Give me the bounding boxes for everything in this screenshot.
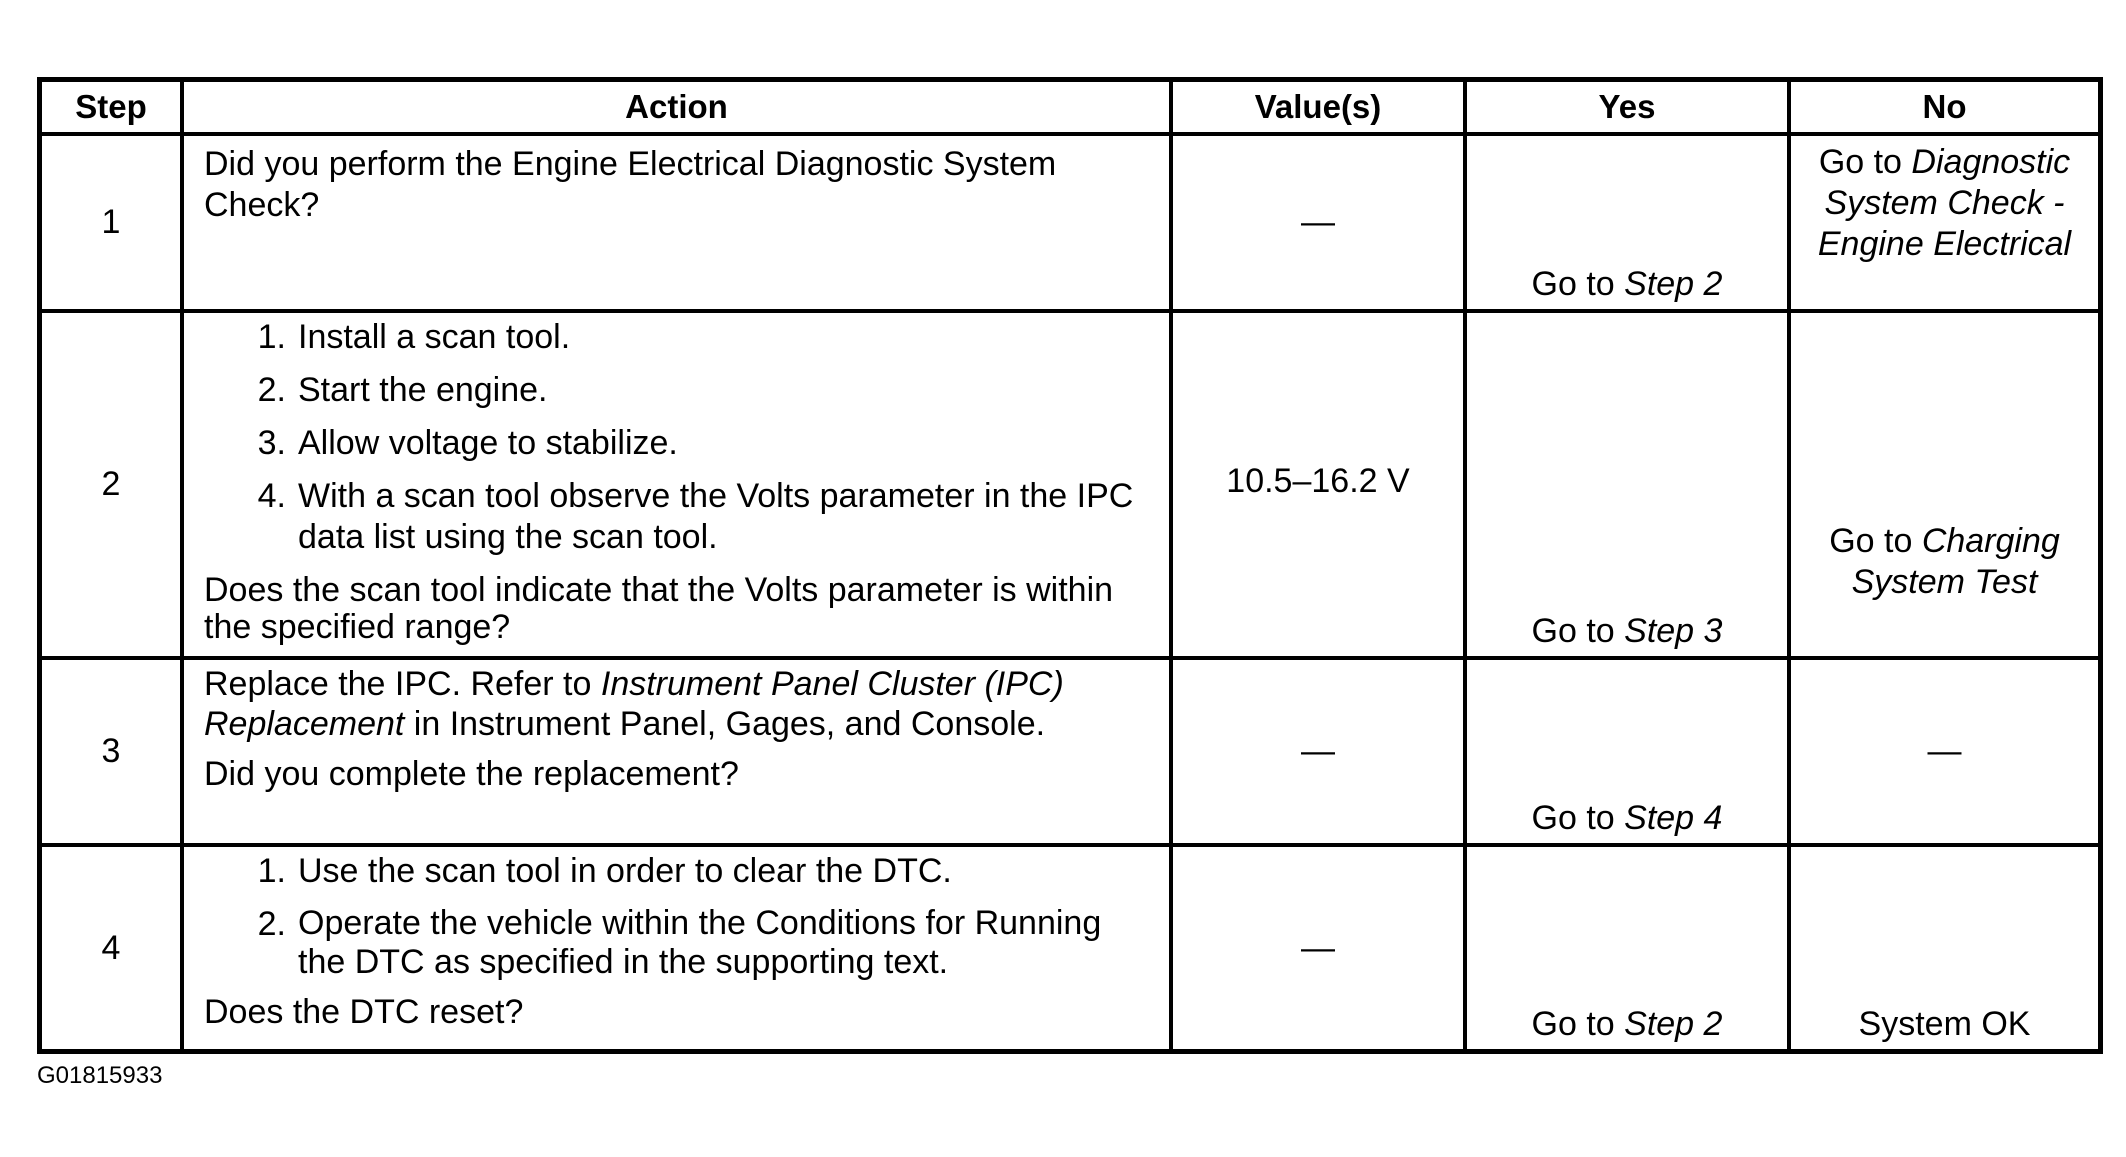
action-text: Did you perform the Engine Electrical Diagnostic System Check? xyxy=(204,145,1057,224)
action-text-pre: Replace the IPC. Refer to xyxy=(204,664,601,703)
yes-link[interactable]: Step 4 xyxy=(1624,799,1723,838)
action-text-post: in Instrument Panel, Gages, and Console. xyxy=(404,704,1046,743)
action-cell xyxy=(182,845,1171,1051)
yes-cell xyxy=(1465,311,1789,658)
header-row xyxy=(40,80,2101,135)
value-cell: — xyxy=(1171,658,1465,845)
no-cell xyxy=(1789,311,2101,658)
list-item xyxy=(204,904,1155,982)
question-text: Does the scan tool indicate that the Volts parameter is within the specified range? xyxy=(204,571,1114,647)
value-cell: — xyxy=(1171,845,1465,1051)
list-item xyxy=(204,370,1155,411)
yes-cell xyxy=(1465,845,1789,1051)
no-cell xyxy=(1789,845,2101,1051)
question-text: Does the DTC reset? xyxy=(204,993,524,1032)
question-text: Did you complete the replacement? xyxy=(204,754,739,793)
yes-link[interactable]: Step 3 xyxy=(1624,611,1723,650)
header-values: Value(s) xyxy=(1171,80,1465,135)
step-number: 3 xyxy=(40,658,183,845)
yes-link[interactable]: Step 2 xyxy=(1624,265,1723,304)
list-item xyxy=(204,423,1155,464)
value-cell: — xyxy=(1171,134,1465,311)
item-text: With a scan tool observe the Volts parameter in the IPC data list using the scan tool. xyxy=(298,477,1134,557)
item-number: 3. xyxy=(257,424,286,463)
header-no: No xyxy=(1789,80,2101,135)
yes-cell xyxy=(1465,134,1789,311)
item-text: Install a scan tool. xyxy=(298,318,571,357)
yes-link[interactable]: Step 2 xyxy=(1624,1005,1723,1043)
item-number: 2. xyxy=(257,905,286,944)
action-cell xyxy=(182,311,1171,658)
value-cell: 10.5–16.2 V xyxy=(1171,311,1465,658)
no-cell: — xyxy=(1789,658,2101,845)
header-step: Step xyxy=(40,80,183,135)
table-row xyxy=(40,658,2101,845)
table-row xyxy=(40,311,2101,658)
list-item xyxy=(204,476,1155,558)
item-text: Start the engine. xyxy=(298,371,548,410)
step-number: 4 xyxy=(40,845,183,1051)
yes-prefix: Go to xyxy=(1531,611,1625,650)
list-item xyxy=(204,851,1155,892)
item-text: Use the scan tool in order to clear the DTC. xyxy=(298,852,952,891)
step-number: 1 xyxy=(40,134,183,311)
action-reference-link[interactable]: Instrument Panel Cluster (IPC) Replacement xyxy=(204,664,1064,743)
action-cell xyxy=(182,134,1171,311)
no-link[interactable]: Diagnostic System Check - Engine Electrical xyxy=(1817,143,2072,263)
action-steps-list xyxy=(204,851,1155,982)
table-row xyxy=(40,845,2101,1051)
yes-cell xyxy=(1465,658,1789,845)
item-number: 2. xyxy=(257,371,286,410)
action-text xyxy=(204,664,1155,744)
diagnostic-table xyxy=(37,77,2103,1054)
figure-id: G01815933 xyxy=(37,1062,163,1089)
no-link[interactable]: Charging System Test xyxy=(1851,522,2060,602)
yes-prefix: Go to xyxy=(1531,1005,1625,1043)
item-text: Allow voltage to stabilize. xyxy=(298,424,678,463)
header-yes: Yes xyxy=(1465,80,1789,135)
yes-prefix: Go to xyxy=(1531,799,1625,838)
item-number: 1. xyxy=(257,318,286,357)
no-prefix: Go to xyxy=(1829,522,1922,561)
no-result: System OK xyxy=(1858,1005,2031,1043)
no-cell xyxy=(1789,134,2101,311)
action-cell xyxy=(182,658,1171,845)
item-text: Operate the vehicle within the Conditions for Running the DTC as specified in the supporting text. xyxy=(298,904,1102,982)
header-action: Action xyxy=(182,80,1171,135)
table-row xyxy=(40,134,2101,311)
no-prefix: Go to xyxy=(1818,143,1912,181)
list-item xyxy=(204,317,1155,358)
item-number: 4. xyxy=(257,477,286,516)
item-number: 1. xyxy=(257,852,286,891)
step-number: 2 xyxy=(40,311,183,658)
action-steps-list xyxy=(204,317,1155,558)
yes-prefix: Go to xyxy=(1531,265,1625,304)
